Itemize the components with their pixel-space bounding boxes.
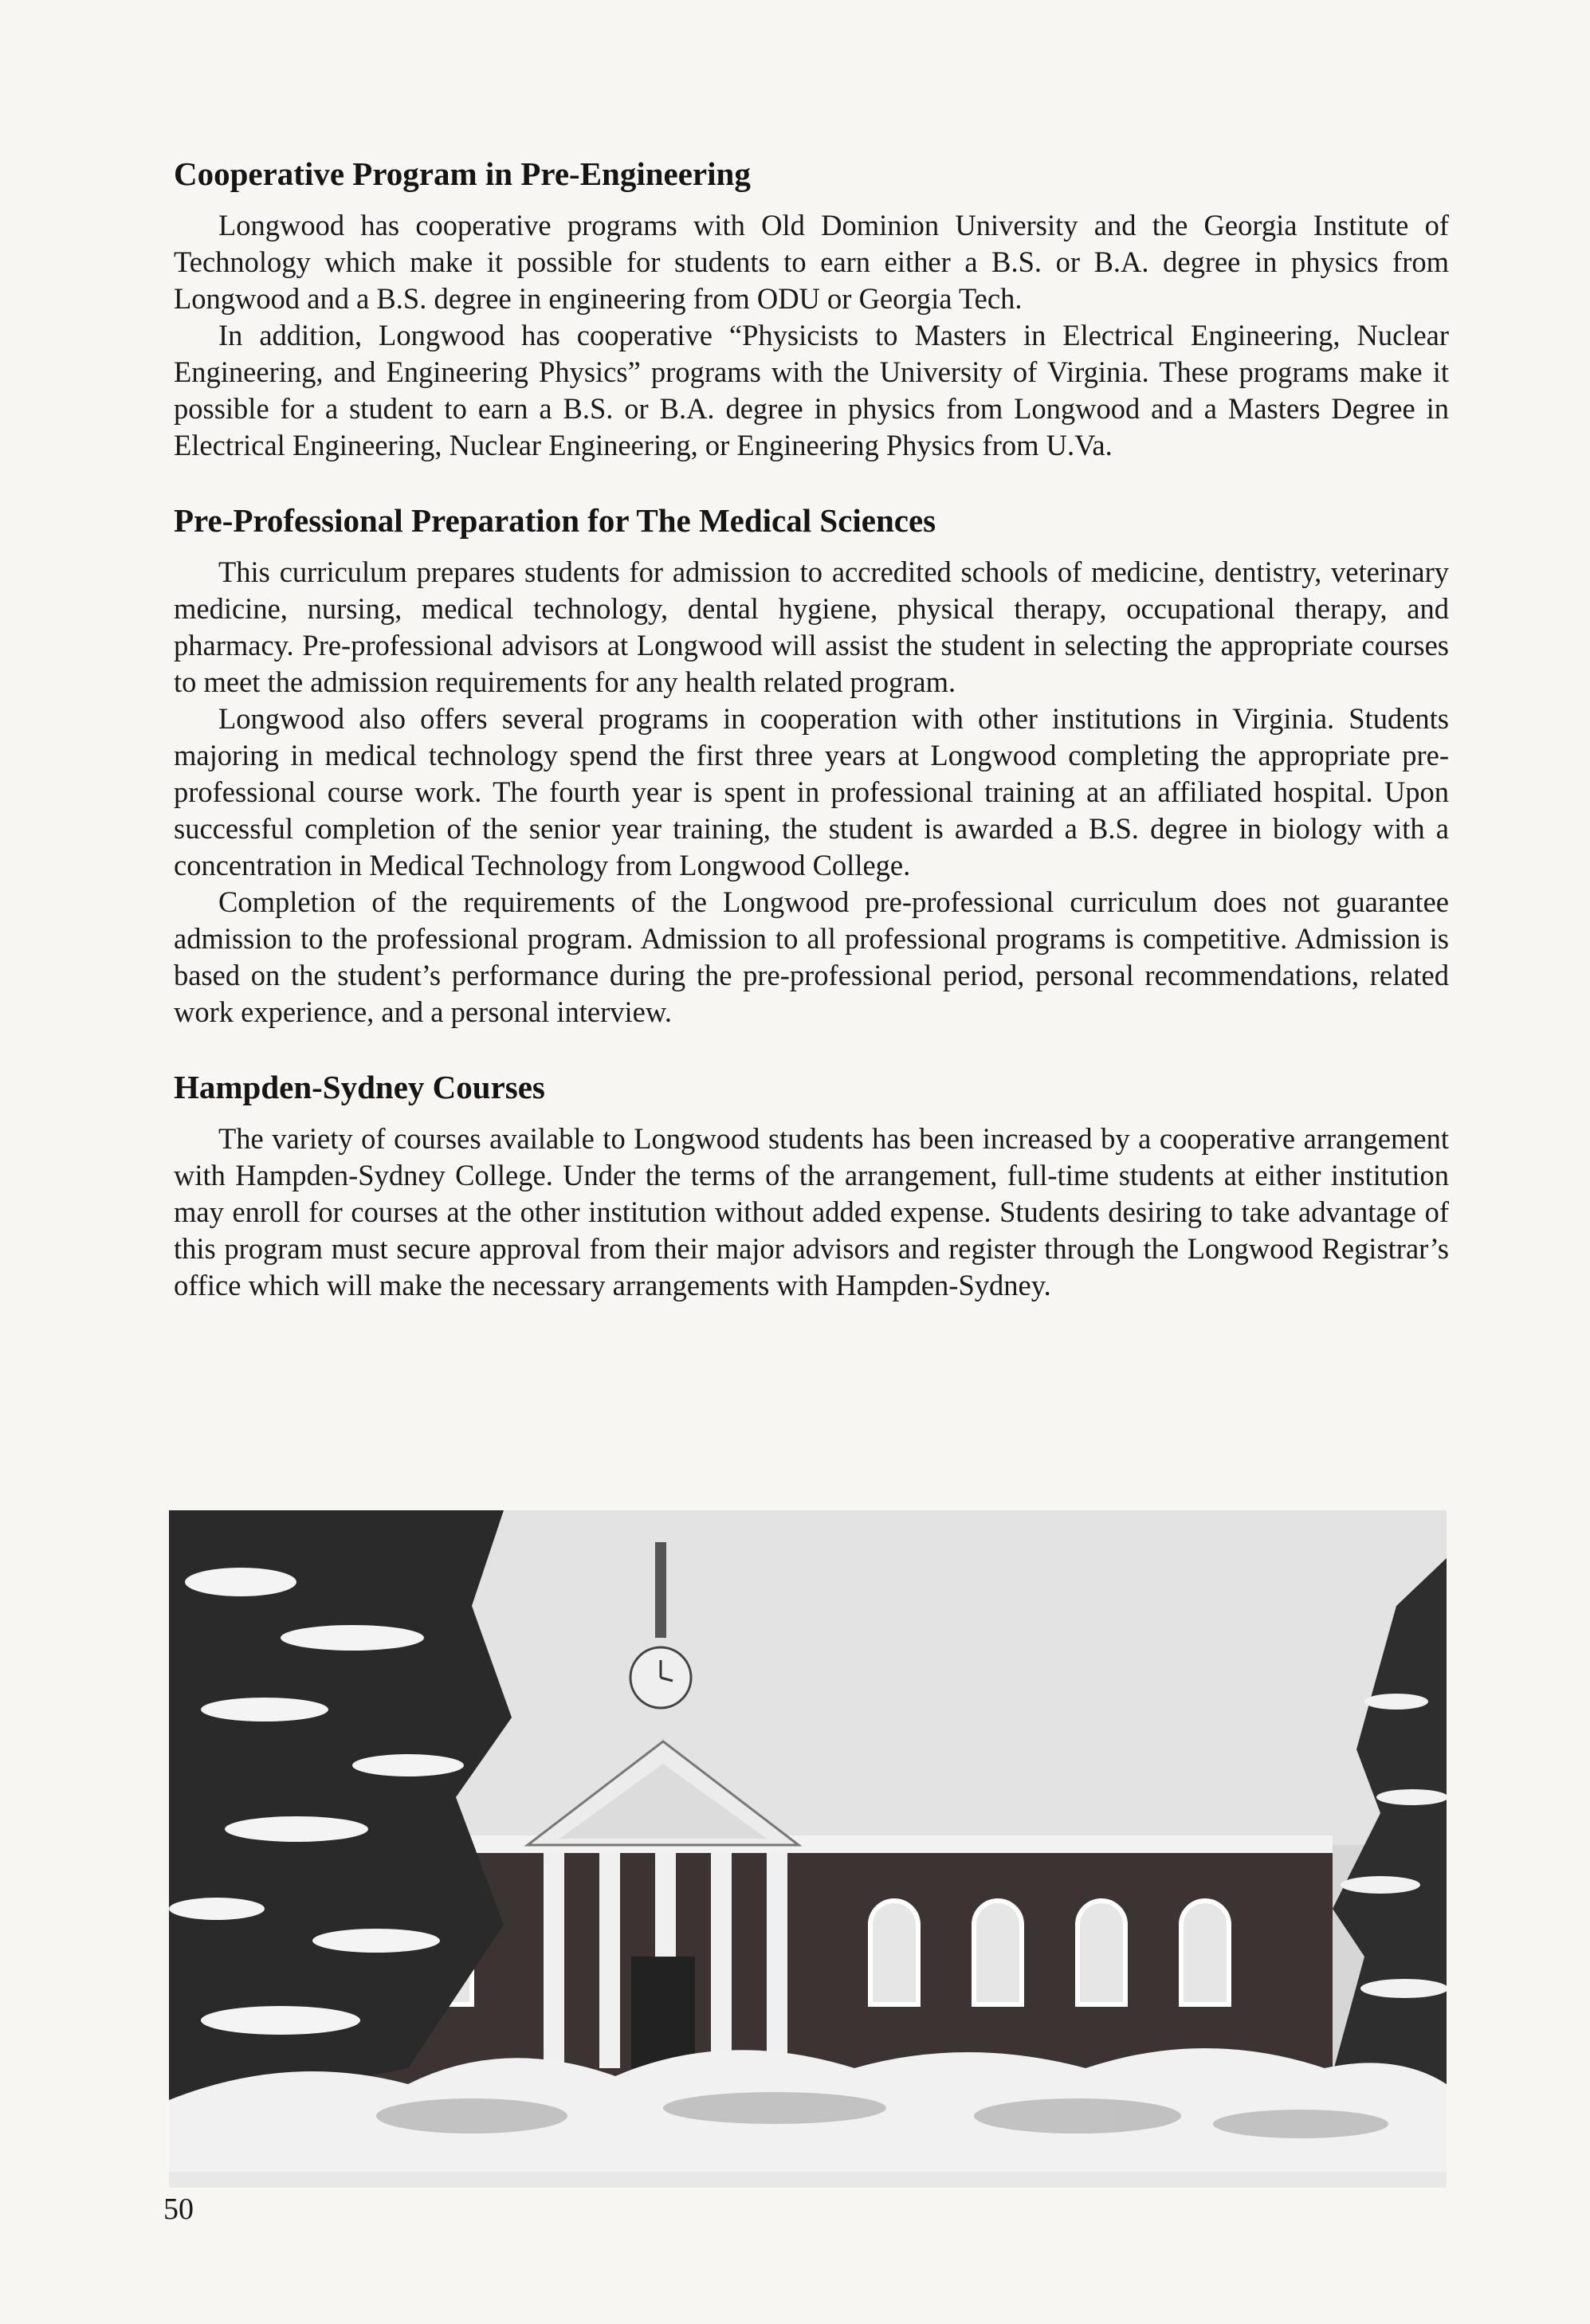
page-content (174, 155, 1449, 1342)
paragraph: This curriculum prepares students for admission to accredited schools of medicine, dentistry, veterinary medicine, nursing, medical technology, dental hygiene, physical therapy, occupational therapy, and pharmacy. Pre-professional advisors at Longwood will assist the student in selecting the appropriate courses to meet the admission requirements for any health related program. (174, 555, 1449, 699)
section-medical-sciences (174, 502, 1449, 1030)
paragraph: The variety of courses available to Longwood students has been increased by a cooperative arrangement with Hampden-Sydney College. Under the terms of the arrangement, full-time students at either institution may enroll for courses at the other institution without added expense. Students desiring to take advantage of this program must secure approval from their major advisors and register through the Longwood Registrar’s office which will make the necessary arrangements with Hampden-Sydney. (174, 1122, 1449, 1302)
page-number: 50 (163, 2192, 194, 2226)
section-heading: Cooperative Program in Pre-Engineering (174, 155, 751, 192)
paragraph: Longwood has cooperative programs with Old Dominion University and the Georgia Institute of Technology which make it possible for students to earn either a B.S. or B.A. degree in physics from Longwood and a B.S. degree in engineering from ODU or Georgia Tech. (174, 209, 1449, 316)
campus-building-photo (169, 1510, 1447, 2188)
paragraph: Longwood also offers several programs in cooperation with other institutions in Virginia. Students majoring in medical technology spend the first three years at Longwood completing the appropriate pre-professional course work. The fourth year is spent in professional training at an affiliated hospital. Upon successful completion of the senior year training, the student is awarded a B.S. degree in biology with a concentration in Medical Technology from Longwood College. (174, 702, 1449, 882)
paragraph: Completion of the requirements of the Longwood pre-professional curriculum does not guarantee admission to the professional program. Admission to all professional programs is competitive. Admission is based on the student’s performance during the pre-professional period, personal recommendations, related work experience, and a personal interview. (174, 885, 1449, 1029)
section-heading: Pre-Professional Preparation for The Medical Sciences (174, 502, 936, 540)
section-hampden-sydney (174, 1069, 1449, 1304)
section-pre-engineering (174, 155, 1449, 464)
paragraph: In addition, Longwood has cooperative “Physicists to Masters in Electrical Engineering, Nuclear Engineering, and Engineering Physics” programs with the University of Virginia. These programs make it possible for a student to earn a B.S. or B.A. degree in physics from Longwood and a Masters Degree in Electrical Engineering, Nuclear Engineering, or Engineering Physics from U.Va. (174, 319, 1449, 462)
section-heading: Hampden-Sydney Courses (174, 1069, 545, 1106)
